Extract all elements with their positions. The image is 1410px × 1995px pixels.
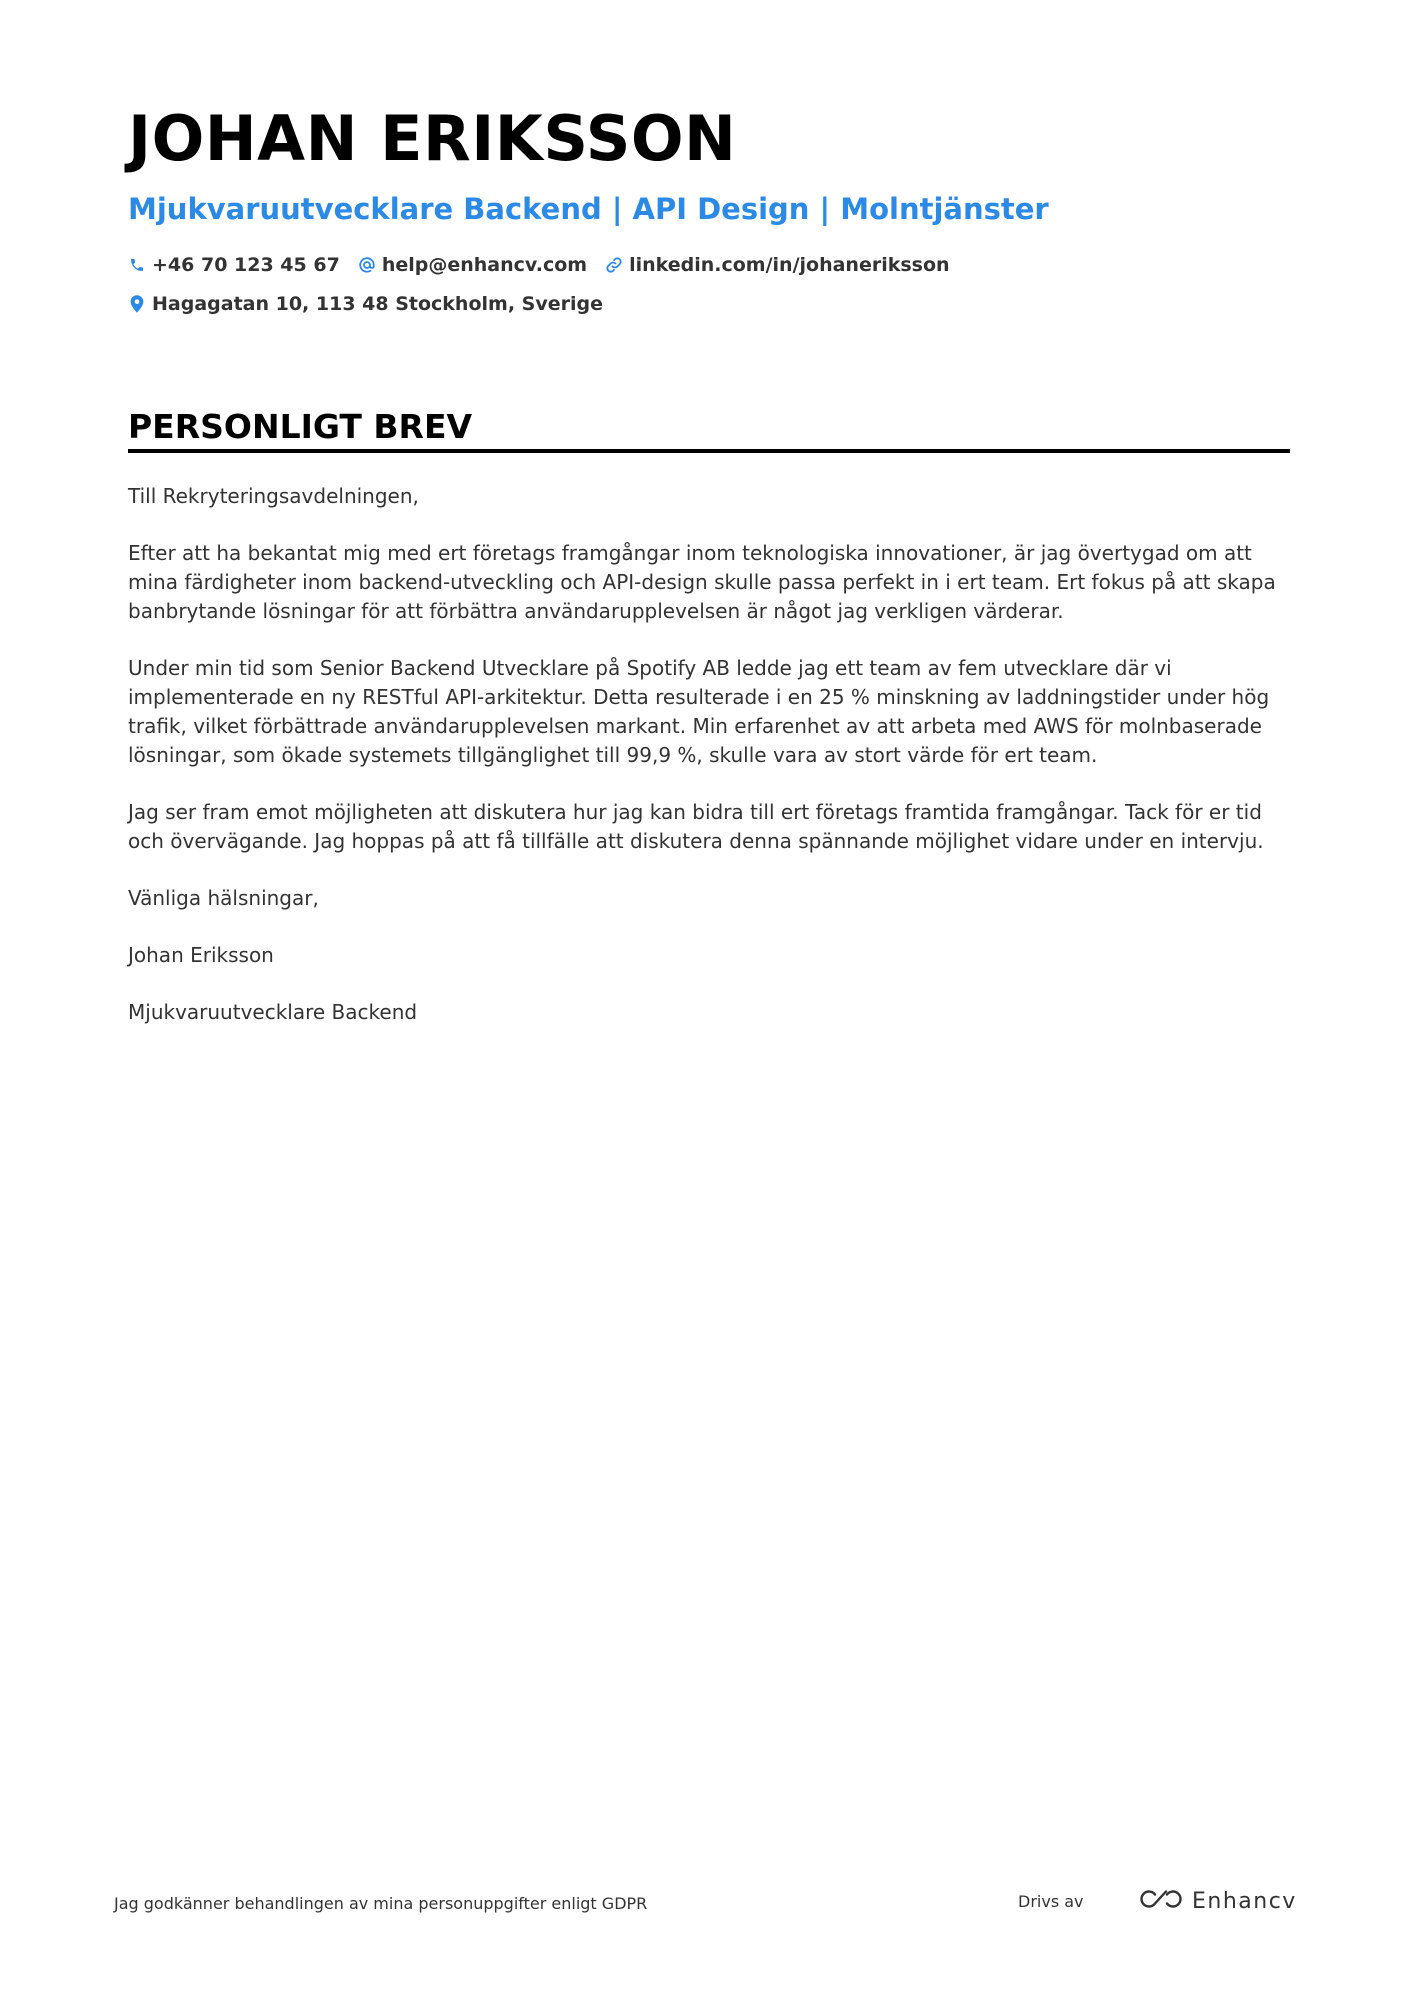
signature-name: Johan Eriksson <box>128 943 274 967</box>
letter-paragraph: Under min tid som Senior Backend Utvecklare på Spotify AB ledde jag ett team av fem utvecklare där vi implementerade en ny RESTful API-arkitektur. Detta resulterade i en 25 % minskning av laddningstider under hög trafik, vilket förbättrade användarupplevelsen markant. Min erfarenhet av att arbeta med AWS för molnbaserade lösningar, som ökade systemets tillgänglighet till 99,9 %, skulle vara av stort värde för ert team. <box>128 656 1270 767</box>
contact-linkedin[interactable] <box>605 254 950 276</box>
location-pin-icon <box>128 295 146 313</box>
address-text: Hagagatan 10, 113 48 Stockholm, Sverige <box>152 293 603 315</box>
section-title: PERSONLIGT BREV <box>128 407 473 446</box>
brand-name: Enhancv <box>1192 1889 1297 1914</box>
gdpr-consent-text: Jag godkänner behandlingen av mina personuppgifter enligt GDPR <box>114 1894 648 1913</box>
contact-row-primary <box>128 254 968 276</box>
candidate-headline: Mjukvaruutvecklare Backend | API Design | Molntjänster <box>128 192 1049 226</box>
candidate-name: JOHAN ERIKSSON <box>128 102 737 175</box>
letter-paragraph: Efter att ha bekantat mig med ert företags framgångar inom teknologiska innovationer, är jag övertygad om att mina färdigheter inom backend-utveckling och API-design skulle passa perfekt in i ert team. Ert fokus på att skapa banbrytande lösningar för att förbättra användarupplevelsen är något jag verkligen värderar. <box>128 541 1276 623</box>
section-divider <box>128 449 1290 453</box>
letter-paragraph: Jag ser fram emot möjligheten att diskutera hur jag kan bidra till ert företags framtida framgångar. Tack för er tid och övervägande. Jag hoppas på att få tillfälle att diskutera denna spännande möjlighet vidare under en intervju. <box>128 800 1264 853</box>
phone-text: +46 70 123 45 67 <box>152 254 340 276</box>
linkedin-text: linkedin.com/in/johaneriksson <box>629 254 950 276</box>
signature-title: Mjukvaruutvecklare Backend <box>128 1000 418 1024</box>
link-icon <box>605 256 623 274</box>
at-icon <box>358 256 376 274</box>
contact-email[interactable] <box>358 254 587 276</box>
email-text: help@enhancv.com <box>381 254 588 276</box>
contact-row-secondary <box>128 293 621 315</box>
contact-phone[interactable] <box>128 254 340 276</box>
letter-greeting: Till Rekryteringsavdelningen, <box>128 484 419 508</box>
phone-icon <box>128 256 146 274</box>
enhancv-logo-icon <box>1138 1886 1184 1917</box>
contact-address <box>128 293 603 315</box>
letter-body <box>128 482 1290 1055</box>
powered-by-label: Drivs av <box>1018 1892 1084 1911</box>
letter-closing: Vänliga hälsningar, <box>128 886 319 910</box>
enhancv-brand-link[interactable] <box>1138 1886 1297 1917</box>
